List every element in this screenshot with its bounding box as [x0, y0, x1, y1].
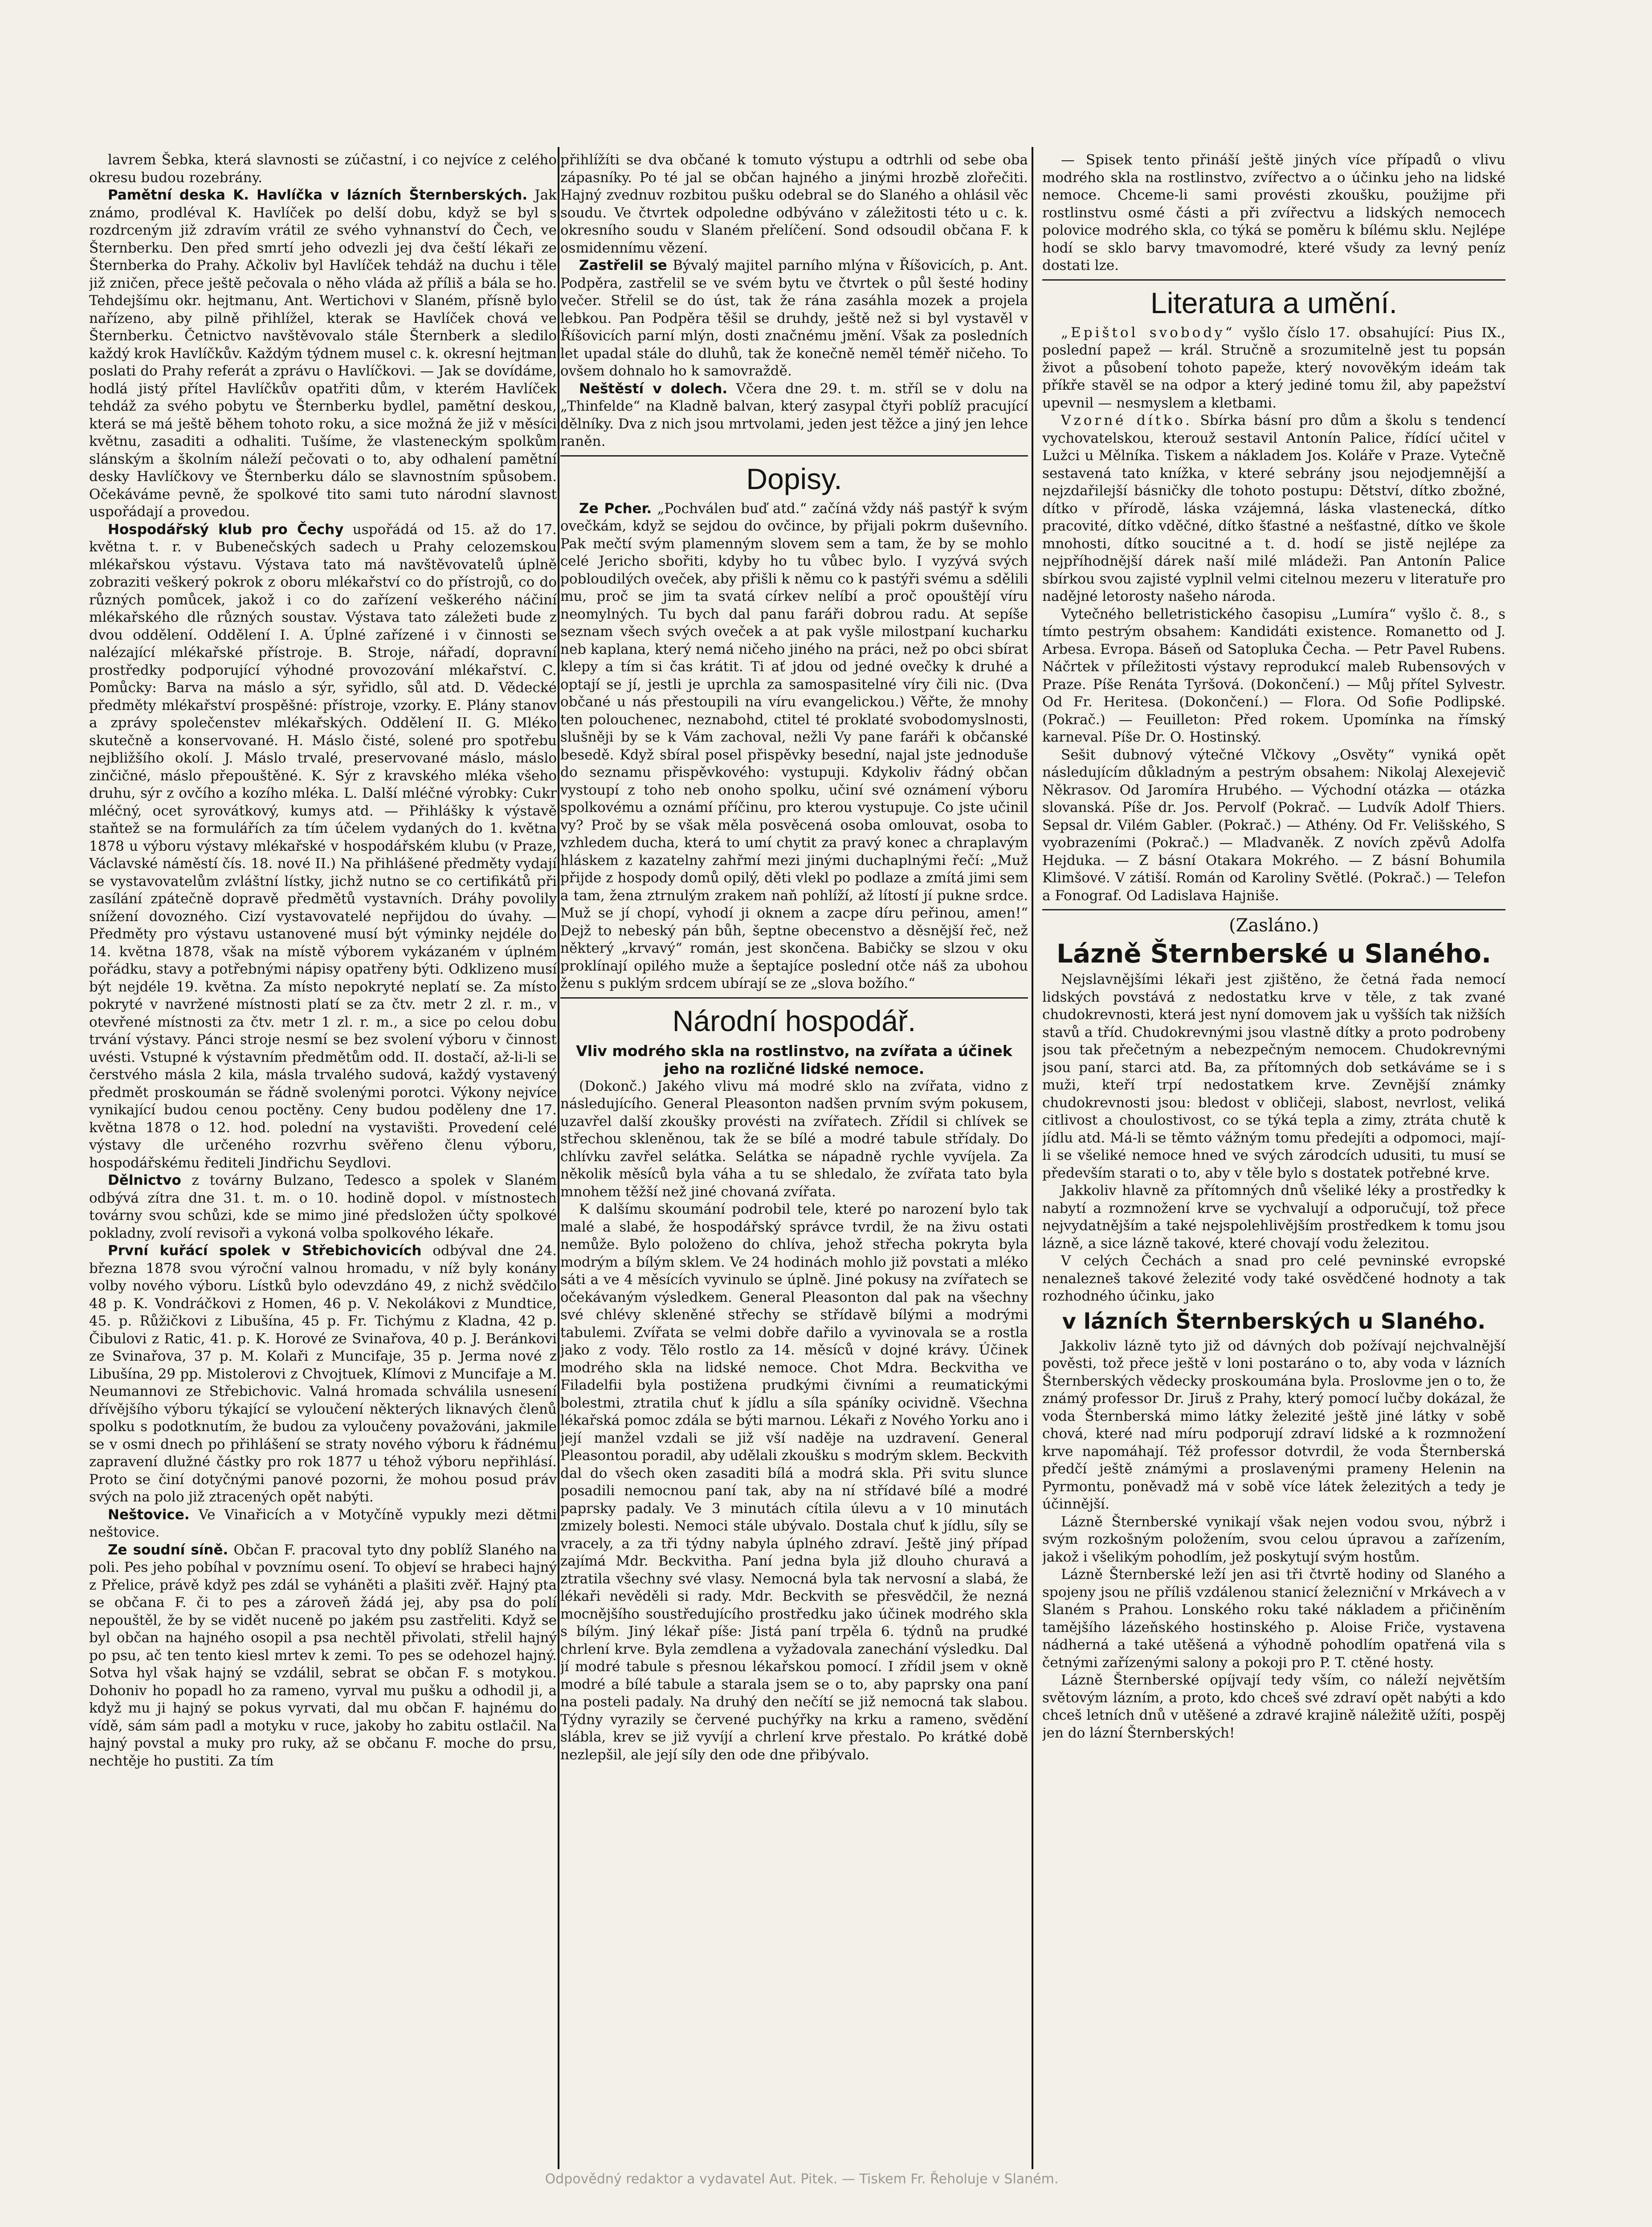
article-body: uspořádá od 15. až do 17. května t. r. v Bubenečských sadech u Prahy celozemskou mlékařskou výstavu. Výstava tato má navštěvovatelů úplně zobraziti veškerý pokrok z oboru mlékařství co do přístrojů, co do různých pomůcek, jakož i co do zařízení veškerého náčiní mlékařského dle různých soustav. Výstava tato záležeti bude z dvou oddělení. Oddělení I. A. Úplné zařízené i v činnosti se nalézající mlékařské přístroje. B. Stroje, nářadí, dopravní prostředky podporující výhodné provozování mlékařství. C. Pomůcky: Barva na máslo a sýr, syřidlo, sůl atd. D. Vědecké předměty mlékařství prospěšné: přístroje, vzorky. E. Plány stanov a zprávy společenstev mlékařských. Oddělení II. G. Mléko skutečně a konservované. H. Máslo čisté, solené pro spotřebu nejbližšího okolí. J. Máslo trvalé, preservované máslo, máslo zinčičné, máslo přepouštěné. K. Sýr z kravského mléka všeho druhu, sýr z ovčího a kozího mléka. L. Další mléčné výrobky: Cukr mléčný, ocet syrovátkový, kumys atd. — Přihlášky k výstavě staňtež se na formulářích za tím účelem vydaných do 1. května 1878 u výboru výstavy mlékařské v hospodářském klubu (v Praze, Václavské náměstí čís. 18. nové II.) Na přihlášené předměty vydají se vystavovatelům zvláštní lístky, jichž nutno se co certifikátů při zasílání zpátečně dopravě předmětů vystavních. Dráhy povolily snížení dovozného. Cizí vystavovatelé nepřijdou do úvahy. — Předměty pro výstavu ustanovené musí být výminky nejdéle do 14. května 1878, však na místě výborem vykázaném v úplném pořádku, stavy a potřebnými nápisy opatřeny býti. Odklizeno musí být nejdéle 19. května. Za místo nepokryté neplatí se. Za místo pokryté v navržené místnosti platí se za čtv. metr 2 zl. r. m., v otevřené místnosti za čtv. metr 1 zl. r. m., a sice po celou dobu trvání výstavy. Pánci stroje nesmí se bez svolení výboru v činnost uvésti. Vstupné k výstavním předmětům odd. II. dostačí, až-li-li se čerstvého másla 2 kila, másla trvalého sudová, každý vystavený předmět proskoumán se řádně svolenými porotci. Výkony nejvíce vynikající budou cenou poctěny. Ceny budou poděleny dne 17. května 1878 o 12. hod. polední na vystavišti. Provedení celé výstavy dle určeného rozvrhu svěřeno členu výboru, hospodářskému řediteli Jindřichu Seydlovi.: [89, 521, 557, 1171]
column-divider: [1032, 147, 1033, 2169]
article-body: Bývalý majitel parního mlýna v Říšovicích, p. Ant. Podpěra, zastřelil se ve svém bytu ve čtvrtek o půl šesté hodiny večer. Střelil se do úst, tak že rána zasáhla mozek a projela lebkou. Pan Podpěra těšil se druhdy, ještě než si byl vystavěl v Říšovicích parní mlýn, dosti značnému jmění. Však za posledních let upadal stále do dluhů, tak že konečně neměl téměř ničeho. To ovšem dohnalo ho k samovraždě.: [560, 257, 1028, 379]
review-title: Vzorné dítko.: [1061, 412, 1192, 428]
column-right: [1042, 151, 1505, 2156]
article-heading: Ze Pcher.: [579, 500, 652, 517]
section-title-literatura: Literatura a umění.: [1150, 286, 1397, 319]
article-body: Včera dne 29. t. m. stříl se v dolu na „Thinfelde“ na Kladně balvan, který zasypal čtyři poblíž pracující dělníky. Dva z nich jsou mrtvolami, jeden jest těžce a jiný jen lehce raněn.: [560, 380, 1028, 449]
article-body: (Dokonč.) Jakého vlivu má modré sklo na zvířata, vidno z následujícího. General Pleasonton nadšen prvním svým pokusem, uzavřel další zkoušky provésti na zvířatech. Zřídil si chlívek se střechou skleněnou, tak že se bílé a modré tabule střídaly. Do chlívku zavřel selátka. Selátka se nápadně rychle vyvíjela. Za několik měsíců byla váha a tu se shledalo, že zvířata tato byla mnohem těžší než jiné chovaná zvířata.: [560, 1078, 1028, 1200]
column-divider: [558, 147, 559, 2169]
article-heading: Neštěstí v dolech.: [579, 380, 728, 397]
article-heading: Pamětní deska K. Havlíčka v lázních Šternberských.: [108, 187, 528, 203]
article-nestesti: [560, 380, 1028, 451]
article-heading: Zastřelil se: [579, 257, 667, 273]
advert-body: Lázně Šternberské opíjvají tedy vším, co náleží největším světovým lázním, a proto, kdo chceš své zdraví opět nabýti a kdo chceš letních dnů v utěšené a zdravé krajině náležitě užíti, pospěj jen do lázní Šternberských!: [1042, 1672, 1505, 1741]
advert-body: V celých Čechách a snad pro celé pevninské evropské nenalezneš takové železité vody také osvědčené hodnoty a tak rozhodného účinku, jako: [1042, 1253, 1505, 1304]
article-text: — Spisek tento přináší ještě jiných více případů o vlivu modrého skla na rostlinstvo, zvířectvo a o účinku jeho na lidské nemoce. Chceme-li sami provésti zkoušku, použijme při rostlinstvu osmé části a při zvířectvu a lidských nemocech polovice modrého skla, co týká se poměru k bílému sklu. Nejlépe hodí se sklo barvy tmavomodré, které všudy za levný peníz dostati lze.: [1042, 152, 1505, 273]
article-heading: Dělnictvo: [108, 1172, 181, 1188]
review-title: „Epištol svobody“: [1061, 324, 1235, 341]
section-rule: [1042, 909, 1505, 910]
advert-subtitle: v lázních Šternberských u Slaného.: [1062, 1309, 1486, 1334]
section-rule: [560, 997, 1028, 999]
article-heading: Ze soudní síně.: [108, 1542, 228, 1558]
advert-body: Lázně Šternberské leží jen asi tři čtvrtě hodiny od Slaného a spojeny jsou ne příliš vzdálenou stanicí železniční v Mrkávech a v Slaném s Prahou. Lonského roku také nákladem a přičiněním tamějšího lázeňského hostinského p. Aloise Friče, vystavena nádherná a také utěšená a výhodně pohodlím opatřená vila s četnými zařízenými salony a pokoji pro P. T. ctěné hosty.: [1042, 1566, 1505, 1671]
article-heading: Hospodářský klub pro Čechy: [108, 521, 344, 538]
article-nestovice: [89, 1506, 557, 1542]
review-epistol: [1042, 324, 1505, 412]
zaslano-label: (Zasláno.): [1229, 915, 1319, 936]
advert-body: Jakkoliv lázně tyto již od dávných dob požívají nejchvalnější pověsti, tož přece ještě v loni postaráno o to, aby voda v lázních Šternberských vědecky proskoumána byla. Proslovme jen o to, že známý professor Dr. Jiruš z Prahy, který pomocí lučby dokázal, že voda Šternberská mimo látky železité ještě jiné látky v sobě chová, které nad míru podporují zdraví lidské a k rozmnožení krve napomáhají. Též professor dotvrdil, že voda Šternberská předčí ještě známými a proslavenými prameny Helenin na Pyrmontu, poněvadž má v sobě více látek železitých a tedy je účinnější.: [1042, 1338, 1505, 1512]
column-left: [89, 151, 557, 2169]
section-title-narodni-hospodar: Národní hospodář.: [672, 1004, 916, 1037]
review-body: vyšlo číslo 17. obsahující: Pius IX., poslední papež — král. Stručně a srozumitelně jest tu popsán život a působení tohoto papeže, který novověkým ideám tak příkře stavěl se na odpor a který jediné tomu žil, aby papežství upevnil — nesmyslem a kletbami.: [1042, 324, 1505, 411]
review-body: vyšlo č. 8., s tímto pestrým obsahem: Kandidáti existence. Romanetto od J. Arbesa. Evropa. Báseň od Satopluka Čecha. — Petr Pavel Rubens. Náčrtek v příležitosti výstavy reprodukcí maleb Rubensových v Praze. Píše Renáta Tyršová. (Dokončení.) — Můj přítel Sylvestr. Od Fr. Heritesa. (Dokončení.) — Flora. Od Sofie Podlipské. (Pokrač.) — Feuilleton: Před rokem. Upomínka na římský karneval. Píše Dr. O. Hostinský.: [1042, 606, 1505, 745]
section-rule: [1042, 279, 1505, 281]
article-delnictvo: [89, 1172, 557, 1242]
article-heading: Neštovice.: [108, 1506, 190, 1523]
review-title: Vytečného belletristického časopisu „Lumíra“: [1061, 606, 1396, 622]
advert-body: Jakkoliv hlavně za přítomných dnů všeliké léky a prostředky k nabytí a rozmnožení krve se vychvalují a odporučují, tož přece nejvydatnějším a také nejspolehlivějším prostředkem k tomu jsou lázně, a sice lázně takové, které chovají vodu železitou.: [1042, 1183, 1505, 1252]
article-body: odbýval dne 24. března 1878 svou výroční valnou hromadu, v níž byly konány volby nového výboru. Lístků bylo odevzdáno 49, z nichž svědčilo 48 p. K. Vondráčkovi z Homen, 46 p. V. Nekolákovi z Mundtice, 45. p. Růžičkovi z Libušína, 45 p. Fr. Tichýmu z Kladna, 42 p. Čibulovi z Ratic, 41. p. K. Horové ze Svinařova, 40 p. J. Beránkovi ze Svinařova, 37 p. M. Kolaři z Muncifaje, 35 p. Jerma nové z Libušína, 29 pp. Mistolerovi z Chvojtuek, Klímovi z Muncifaje a M. Neumannovi ze Střebichovic. Valná hromada schválila usnesení dřívějšího výboru týkající se vyloučení některých liknavých členů spolku s podotknutím, že budou za vyloučeny považováni, jakmile se v osmi dnech po přihlášení se straty nového výboru k řádnému zapravení dlužné částky pro rok 1877 u téhož výboru nepřihlásí. Proto se činí dotyčnými panové pozorni, že mohou posud práv svých na polo již ztracených opět nabýti.: [89, 1243, 557, 1505]
article-pcher: [560, 500, 1028, 993]
review-body: Sbírka básní pro dům a školu s tendencí vychovatelskou, kterouž sestavil Antonín Palice, řídící učitel v Lužci u Mělníka. Tiskem a nákladem Jos. Koláře v Praze. Vytečně sestavená tato knížka, v které sebrány jsou nejodjemnější a nejzdařilejší básničky dle tohoto postupu: Dětství, dítko zbožné, dítko v přírodě, láska vzájemná, láska vlastenecká, dítko pracovité, dítko vděčné, dítko šťastné a nešťastné, dítko ve škole mnohosti, dítko soucitné a t. d. hodí se jistě nejlépe za nejpříhodnější dárek naší milé mládeži. Pan Antonín Palice sbírkou svou zajisté vyplnil velmi citelnou mezeru v literatuře pro nadějné letorosty našeho národa.: [1042, 412, 1505, 604]
article-hospodarsky-klub: [89, 521, 557, 1172]
section-rule: [560, 455, 1028, 457]
review-osveta: Sešit dubnový výtečné Vlčkovy „Osvěty“ vyniká opět následujícím důkladným a pestrým obsahem: Nikolaj Alexejevič Někrasov. Od Jaromíra Hrubého. — Východní otázka — otázka slovanská. Píše dr. Jos. Pervolf (Pokrač. — Ludvík Adolf Thiers. Sepsal dr. Vilém Gabler. (Pokrač.) — Athény. Od Fr. Velišského, S vyobrazeními (Pokrač.) — Mladvaněk. Z novích zpěvů Adolfa Hejduka. — Z básní Otakara Mokrého. — Z básní Bohumila Klimšové. V zátiší. Román od Karoliny Světlé. (Pokrač.) — Telefon a Fonograf. Od Ladislava Hajniše.: [1042, 746, 1505, 904]
article-zastrelil: [560, 257, 1028, 380]
article-body: Ve Vinařicích a v Motyčíně vypukly mezi dětmi neštovice.: [89, 1506, 557, 1540]
advert-title: Lázně Šternberské u Slaného.: [1056, 938, 1491, 969]
review-lumir: [1042, 606, 1505, 746]
article-text: přihlížíti se dva občané k tomuto výstupu a odtrhli od sebe oba zápasníky. Po té jal se občan hajného a jinými hrozbě zlořečiti. Hajný zvednuv rozbitou pušku odebral se do Slaného a ohlásil věc soudu. Ve čtvrtek odpoledne odbýváno v záležitosti této u c. k. okresního soudu v Slaném přelíčení. Sond odsoudil občana F. k osmidennímu vězení.: [560, 152, 1028, 256]
article-body: Jak známo, prodléval K. Havlíček po delší dobu, když se byl s rozdrceným již zdravím vrátil ze svého vyhnanství do Čech, ve Šternberku. Den před smrtí jeho odvezli jej dva čeští lékaři ze Šternberka do Prahy. Ačkoliv byl Havlíček tehdáž na duchu i těle již zničen, přece ještě pečovala o něho vláda až příliš a bála se ho. Tehdejšímu okr. hejtmanu, Ant. Wertichovi v Slaném, přísně bylo nařízeno, aby pilně přihlížel, kterak se Havlíček chová ve Šternberku. Četnictvo navštěvovalo stále Šternberk a sledilo každý krok Havlíčkův. Každým týdnem musel c. k. okresní hejtman poslati do Prahy referát a zprávu o Havlíčkovi. — Jak se dovídáme, hodlá jistý přítel Havlíčkův opatřiti dům, v kterém Havlíček tehdáž za svého pobytu ve Šternberku bydlel, pamětní deskou, která se má ještě během tohoto roku, a sice možná že již v měsíci květnu, zasaditi a odhaliti. Tušíme, že vlasteneckým spolkům slánským a školním náleží pečovati o to, aby odhalení pamětní desky Havlíčkovy ve Šternberku dálo se slavnostním spůsobem. Očekáváme pevně, že spolkové tito sami tuto národní slavnost uspořádají a provedou.: [89, 187, 557, 520]
article-kuracky-spolek: [89, 1242, 557, 1506]
article-body: „Pochválen buď atd.“ začíná vždy náš pastýř k svým ovečkám, když se sejdou do ovčince, by přijali pokrm duševního. Pak mečtí svým plamenným slovem sem a tam, že by se mohlo celé Jericho sbořiti, kdyby ho tu vůbec bylo. I vyzývá svých pobloudilých oveček, aby přišli k němu co k pastýři svému a sdělili mu, proč se jim ta svatá církev nelíbí a proč opouštějí víru neomylných. Tu bych dal panu faráři dobrou radu. At sepíše seznam všech svých oveček a at pak vyšle milostpaní kucharku neb kaplana, který nemá ničeho jiného na práci, než po obci sbírat klepy a tím si čas krátit. Ti ať jdou od jedné ovečky k druhé a optají se jí, jestli je uprchla za samospasitelné víry čili nic. (Dva občané u nás přestoupili na víru evangelickou.) Věřte, že mnohy ten polouchenec, neznabohd, ctitel té proklaté svobodomyslnosti, slušněji by se k Vám zachoval, nežli Vy pane faráři k občanské besedě. Když sbíral posel přispěvky besední, najal jste jednoduše do seznamu přispěvkového: vystupuji. Kdykoliv řádný občan vystoupí z toho neb onoho spolku, učiní své oznámení výboru spolkovému a oznámí příčinu, pro kterou vystupuje. Co jste učinil vy? Proč by se však měla posvěcená osoba omlouvat, osoba to vzhledem ducha, která to umí chytit za pravý konec a chraplavým hláskem z kazatelny zahřmí mezi jinými duchaplnými řečí: „Muž přijde z hospody domů opilý, děti vlekl po podlaze a zmítá jimi sem a tam, žena ztrnulým zrakem naň pohlíží, až lítostí jí pukne srdce. Muž se jí chopí, vyhodí ji oknem a zacpe díru peřinou, amen!“ Dejž to nebeský pán bůh, šeptne obecenstvo a děsnější řeč, než některý „krvavý“ román, jest skončena. Babičky se slzou v oku proklínají opilého muže a šeptajíce poslední otče náš za ubohou ženu s puklým srdcem ubírají se ze „slova božího.“: [560, 500, 1028, 991]
article-soudni-sin: [89, 1542, 557, 1770]
imprint-footer: Odpovědný redaktor a vydavatel Aut. Pitek. — Tiskem Fr. Řeholuje v Slaném.: [545, 2171, 1059, 2187]
article-body: z továrny Bulzano, Tedesco a spolek v Slaném odbývá zítra dne 31. t. m. o 10. hodině dopol. v místnostech továrny svou schůzi, kde se mimo jiné předsložen účty spolkové pokladny, zvolí revisoři a vykoná volba spolkového lékaře.: [89, 1172, 557, 1241]
article-heading: První kuřácí spolek v Střebichovicích: [108, 1243, 422, 1259]
article-havlicek: [89, 187, 557, 521]
article-subtitle: Vliv modrého skla na rostlinstvo, na zvířata a účinek jeho na rozličné lidské nemoce.: [576, 1042, 1012, 1077]
article-text: lavrem Šebka, která slavnosti se zúčastní, i co nejvíce z celého okresu budou rozebrány.: [89, 152, 557, 186]
advert-body: Lázně Šternberské vynikají však nejen vodou svou, nýbrž i svým rozkošným položením, svou celou úpravou a zařízením, jakož i všelikým pohodlím, jež poskytují svým hostům.: [1042, 1513, 1505, 1565]
column-middle: [560, 151, 1028, 2200]
article-body: K dalšímu skoumání podrobil tele, které po narození bylo tak malé a slabé, že hospodářský správce tvrdil, že na živu ostati nemůže. Bylo položeno do chlíva, jehož střecha pokryta byla modrým a bílým sklem. Ve 24 hodinách mohlo již povstati a mléko sáti a ve 4 měsících vyvinulo se úplně. Jiné pokusy na zvířatech se očekávaným výsledkem. General Pleasonton dal pak na všechny své chlévy skleněné střechy se střídavě bílými a modrými tabulemi. Zvířata se velmi dobře dařilo a vyvinovala se a rostla jako z vody. Tělo rostlo za 14. měsíců v dojné krávy. Účinek modrého skla na lidské nemoce. Chot Mdra. Beckvitha ve Filadelfii byla postižena prudkými čivními a reumatickými bolestmi, ztratila chuť k jídlu a síla spáníky ocividně. Všechna lékařská pomoc zdála se býti marnou. Lékaři z Nového Yorku ano i její manžel vzdali se již vší naděje na uzdravení. General Pleasontou poradil, aby udělali zkoušku s modrým sklem. Beckvith dal do všech oken zasaditi bílá a modrá skla. Při svitu slunce posadili nemocnou paní tak, aby na ní střídavé bílé a modré paprsky padaly. Ve 3 minutách cítila úlevu a v 10 minutách zmizely bolesti. Nemoci stále ubývalo. Dostala chuť k jídlu, síly se vracely, a za tři týdny nabyla úplného zdraví. Ještě jiný případ zajímá Mdr. Beckvitha. Paní jedna byla již dlouho churavá a ztratila všechny své vlasy. Nemocná byla tak nervosní a slabá, že lékaři nevěděli si rady. Mdr. Beckvith se přesvědčil, že nezná mocnějšího soustředujícího prostředku jako účinek modrého skla s bílým. Jiný lékař píše: Jistá paní trpěla 6. týdnů na prudké chrlení krve. Byla zemdlena a vyžadovala zanechání výsledku. Dal jí modré tabule s přesnou lékařskou pomocí. I zřídil jsem v okně modré a bílé tabule a starala jsem se o to, aby paprsky ona paní na posteli padaly. Na druhý den nečítí se již nemocná tak slabou. Týdny vyrazily se červené puchýřky na krku a rameno, svědění slábla, krev se již vyvíjí a chrlení krve přestalo. Po krátké době nezlepšil, ale její síly den ode dne přibývalo.: [560, 1201, 1028, 1763]
advert-body: Nejslavnějšími lékaři jest zjištěno, že četná řada nemocí lidských povstává z nedostatku krve v těle, z tak zvané chudokrevnosti, která jest nyní domovem jak u vyšších tak nižších stavů a tříd. Chudokrevnými jsou vlastně dítky a proto podrobeny jsou tak přečetným a nebezpečným nemocem. Chudokrevnými jsou paní, starci atd. Ba, za přítomných dob setkáváme se i s muži, kteří trpí nedostatkem krve. Zevnější známky chudokrevnosti jsou: bledost v obličeji, slabost, nevrlost, veliká citlivost a choulostivost, co se týká tepla a zimy, ztráta chutě k jídlu atd. Má-li se těmto vážným tomu předejíti a odpomoci, mají-li se všeliké nemoce hned ve svých zárodcích udusiti, tu musí se především starati o to, aby v těle bylo s dostatek potřebné krve.: [1042, 971, 1505, 1181]
review-vzorne-ditko: [1042, 412, 1505, 606]
section-title-dopisy: Dopisy.: [746, 462, 842, 495]
article-body: Občan F. pracoval tyto dny poblíž Slaného na poli. Pes jeho pobíhal v povznímu osení. To objeví se hrabeci hajný z Přelice, právě když pes zdál se vyháněti a plašiti zvěř. Hajný pta se občana F. či to pes a zároveň žádá jej, aby psa do polí nepouštěl, že by se vidět nuceně po jakém psu zastřeliti. Když se byl občan na hajného osopil a psa nechtěl přivolati, střelil hajný po psu, ač ten tento kiesl mrtev k zemi. To pes se odehozel hajný. Sotva hyl však hajný se vzdálil, sebrat se občan F. s motykou. Dohoniv ho popadl ho za rameno, vyrval mu pušku a odhodil ji, a když mu ji hajný se pokus vyrvati, dal mu občan F. hajnému do vídě, sám sám padl a motyku v ruce, jakoby ho zabitu ostlačil. Na hajný povstal a muky pro ruky, až se občanu F. moche do prsu, nechtěje ho pustiti. Za tím: [89, 1542, 557, 1769]
